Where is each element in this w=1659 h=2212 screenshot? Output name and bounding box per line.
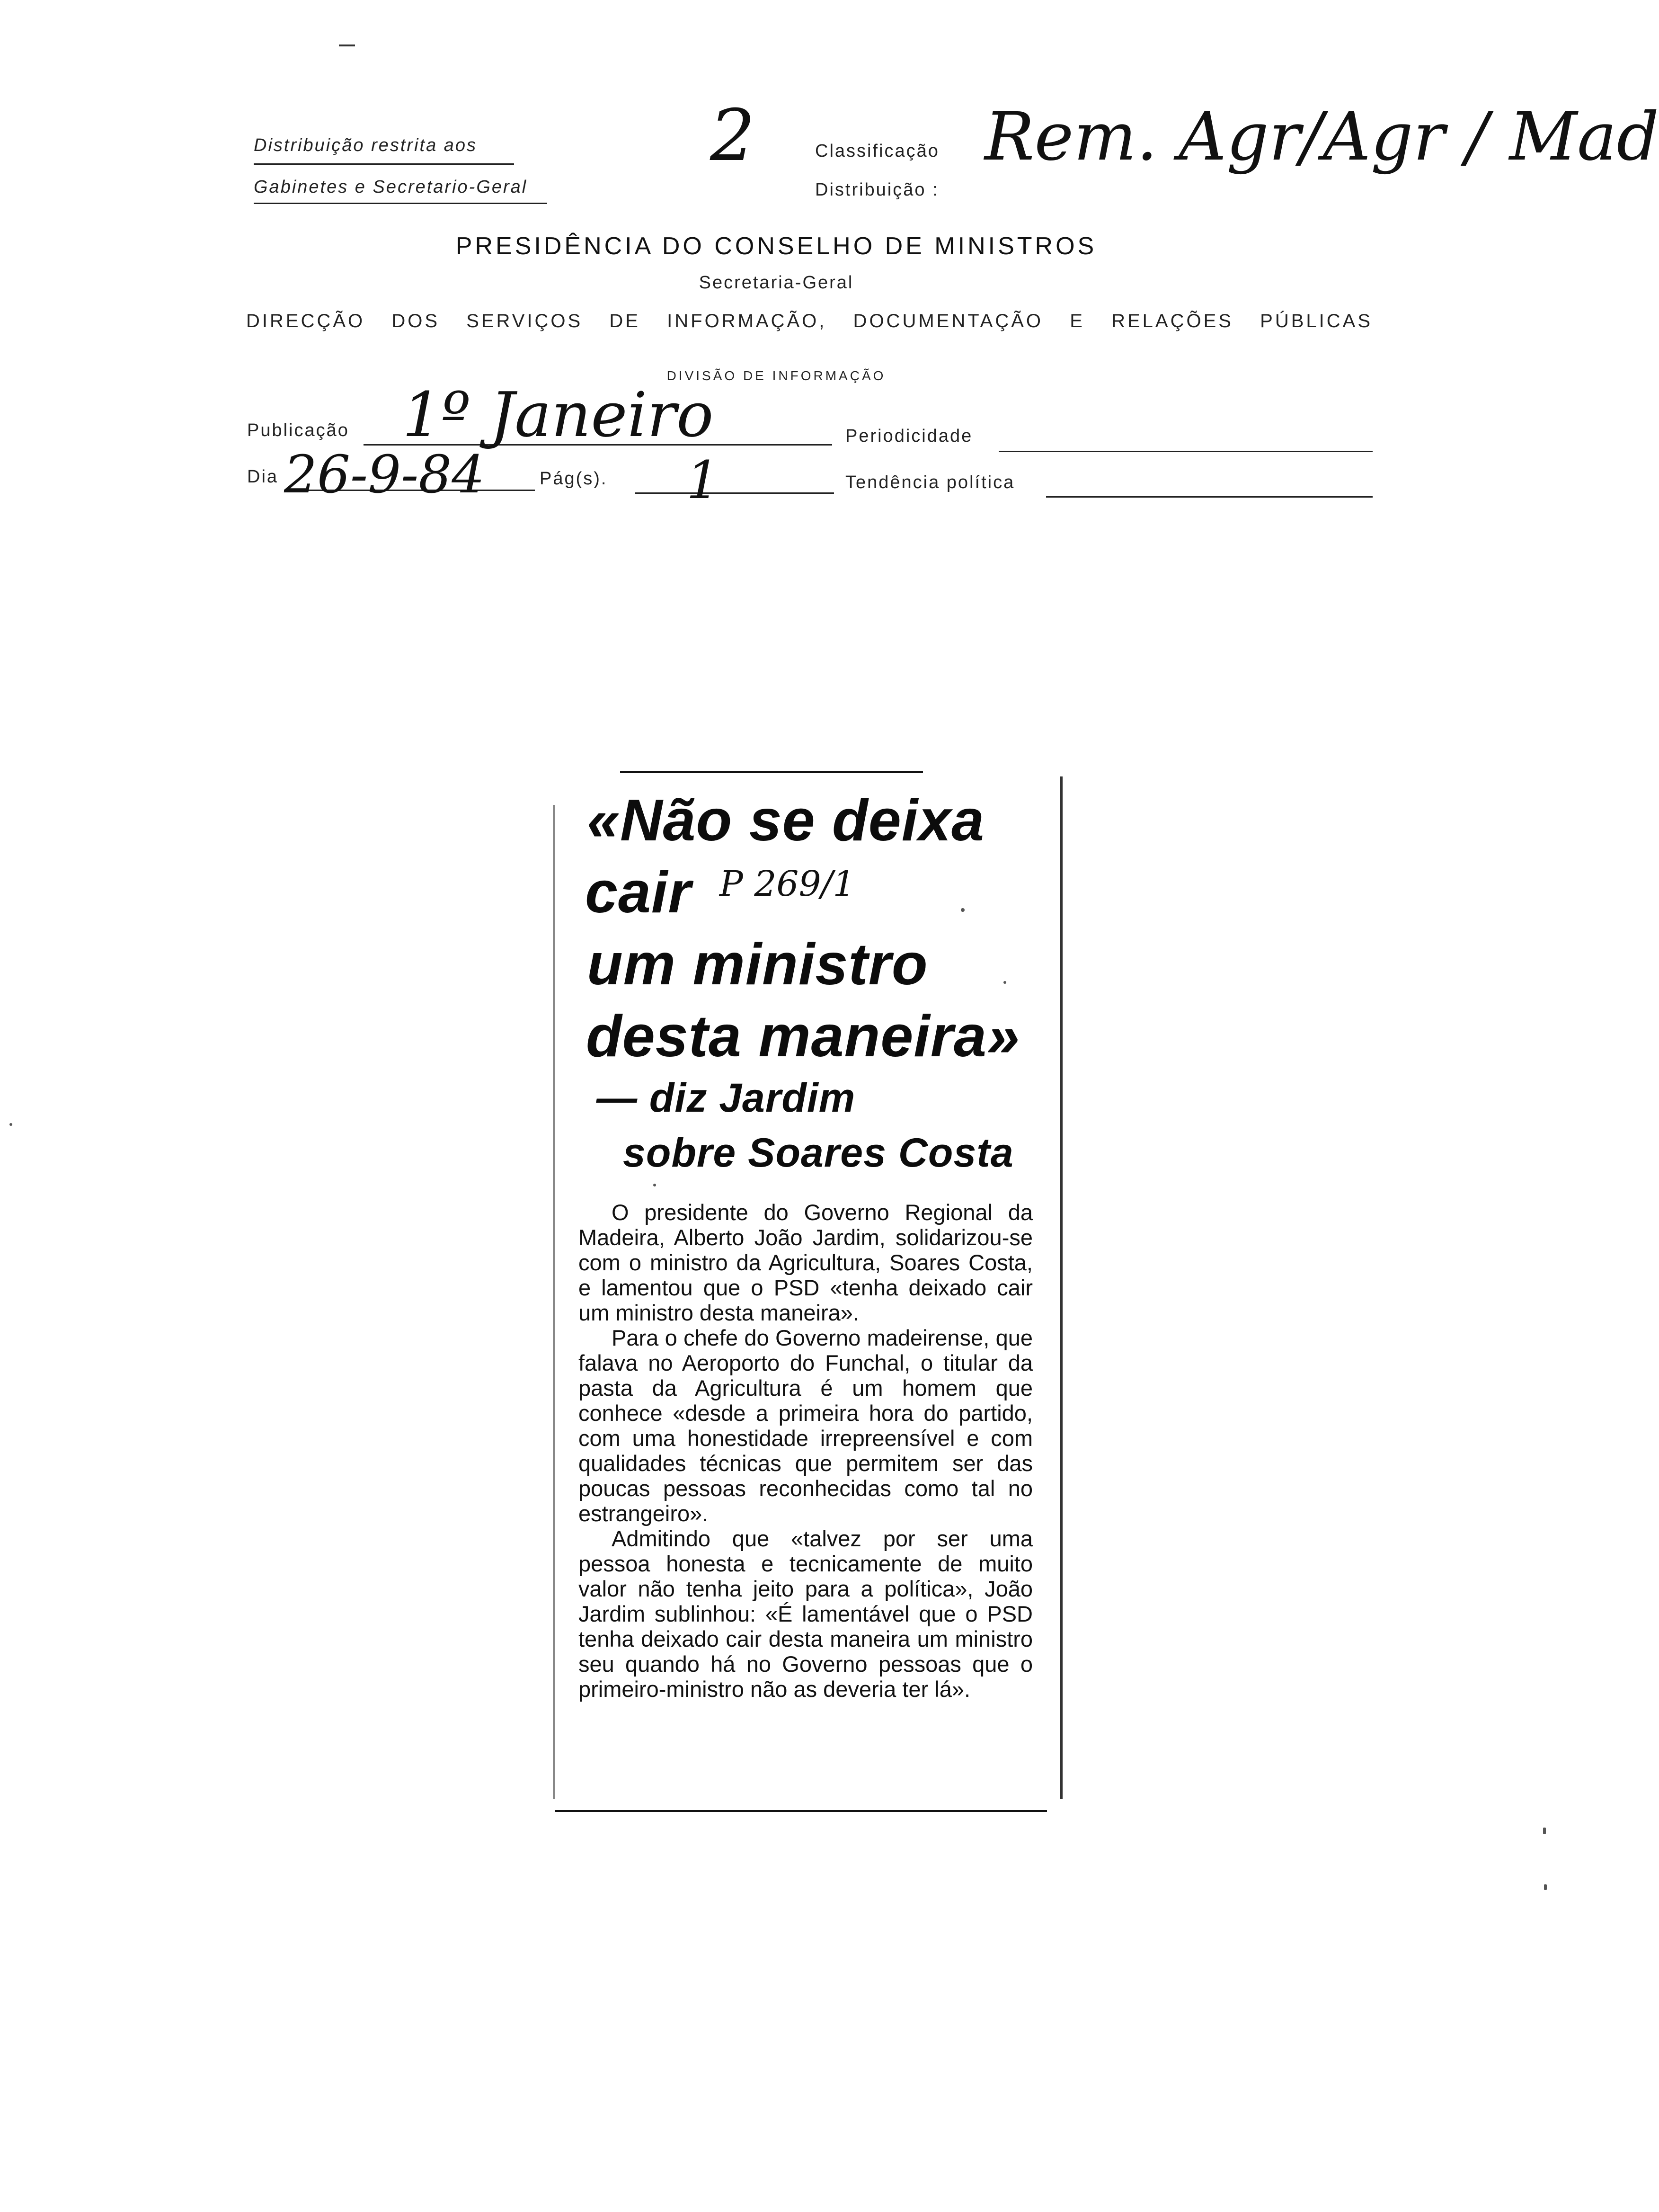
periodicidade-underline: [999, 451, 1373, 452]
classificacao-label: Classificação: [815, 141, 940, 161]
scan-speck: [961, 908, 965, 912]
periodicidade-label: Periodicidade: [845, 426, 973, 446]
restriction-line-2: Gabinetes e Secretario-Geral: [254, 177, 528, 197]
pags-label: Pág(s).: [540, 469, 608, 489]
scan-speck: [653, 1184, 656, 1186]
distribuicao-label: Distribuição :: [815, 180, 939, 200]
article-body: [578, 1200, 1033, 1702]
headline-line-4: desta maneira»: [586, 1004, 1020, 1069]
headline-line-1: «Não se deixa: [587, 788, 985, 853]
restriction-rule-1: [254, 163, 514, 165]
dia-value: 26-9-84: [284, 444, 485, 505]
organization-title: PRESIDÊNCIA DO CONSELHO DE MINISTROS: [455, 232, 1097, 260]
secretariat-subtitle: Secretaria-Geral: [699, 273, 854, 293]
clipping-left-edge: [553, 805, 555, 1799]
scan-speck: [1543, 1828, 1546, 1834]
tendencia-underline: [1046, 496, 1373, 498]
headline-line-3: um ministro: [587, 932, 928, 997]
handwritten-number: 2: [710, 95, 755, 177]
directorate-line: DIRECÇÃO DOS SERVIÇOS DE INFORMAÇÃO, DOCUMENTAÇÃO E RELAÇÕES PÚBLICAS: [246, 311, 1373, 331]
division-line: DIVISÃO DE INFORMAÇÃO: [666, 368, 886, 383]
handwritten-classification: Rem. Agr/Agr / Mad: [985, 98, 1659, 176]
scan-speck: [1003, 981, 1006, 984]
article-paragraph-3: Admitindo que «talvez por ser uma pessoa honesta e tecnicamente de muito valor não tenha jeito para a política», João Jardim sublinhou: «É lamentável que o PSD tenha deixado cair desta maneira um ministro seu quando há no Governo pessoas que o primeiro-ministro não as deveria ter lá».: [578, 1526, 1033, 1702]
clipping-right-edge: [1060, 776, 1063, 1799]
handwritten-annotation: P 269/1: [719, 864, 855, 904]
publicacao-value: 1º Janeiro: [402, 379, 714, 451]
restriction-rule-2: [254, 203, 547, 204]
headline-line-2: cair: [585, 860, 692, 925]
article-paragraph-2: Para o chefe do Governo madeirense, que falava no Aeroporto do Funchal, o titular da pasta da Agricultura é um homem que conhece «desde a primeira hora do partido, com uma honestidade irrepreensível e com qualidades técnicas que permitem ser das poucas pessoas reconhecidas como tal no estrangeiro».: [578, 1325, 1033, 1526]
scan-speck: [1544, 1884, 1547, 1890]
clipping-top-edge: [620, 771, 923, 773]
pags-value: 1: [686, 450, 719, 510]
scan-speck: [9, 1123, 12, 1126]
subheadline-line-1: — diz Jardim: [596, 1075, 856, 1121]
pags-underline: [635, 492, 834, 494]
publicacao-label: Publicação: [247, 420, 349, 440]
scan-mark: [339, 45, 355, 46]
subheadline-line-2: sobre Soares Costa: [623, 1130, 1014, 1176]
tendencia-label: Tendência política: [845, 473, 1015, 492]
restriction-line-1: Distribuição restrita aos: [254, 135, 478, 155]
clipping-bottom-rule: [555, 1810, 1047, 1812]
article-paragraph-1: O presidente do Governo Regional da Madeira, Alberto João Jardim, solidarizou-se com o ministro da Agricultura, Soares Costa, e lamentou que o PSD «tenha deixado cair um ministro desta maneira».: [578, 1200, 1033, 1325]
dia-label: Dia: [247, 467, 279, 487]
